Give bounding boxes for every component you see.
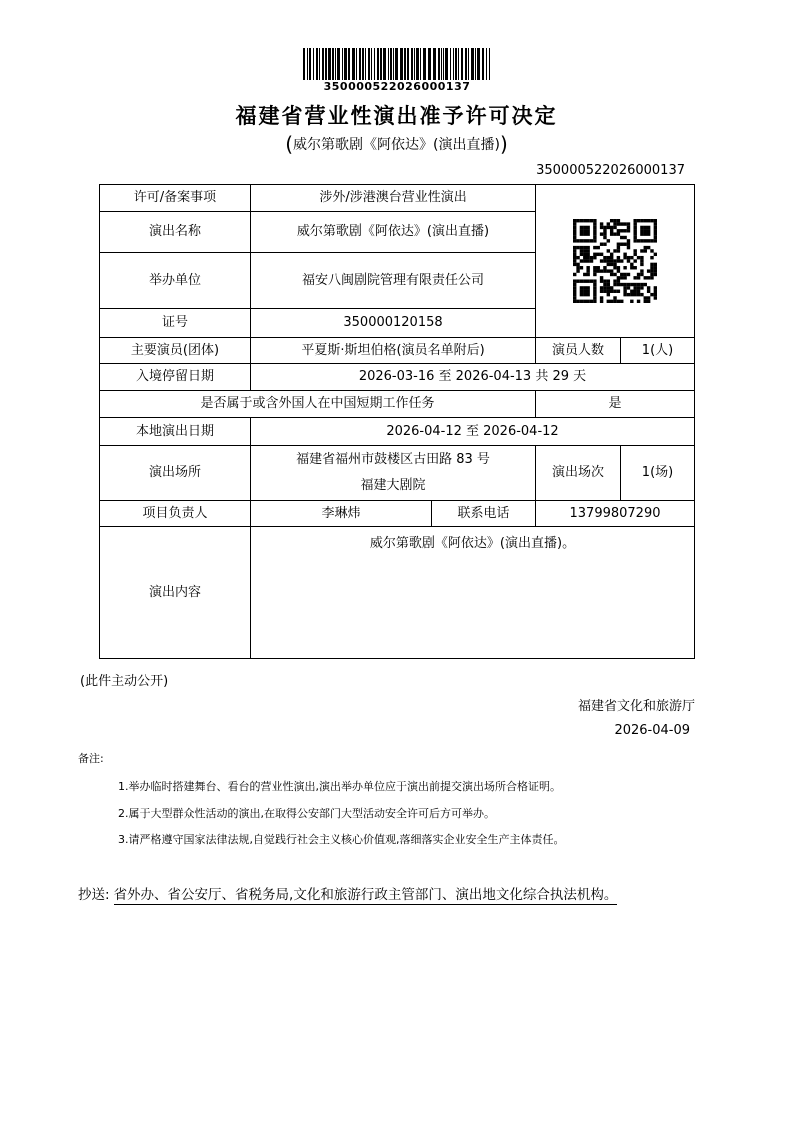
manager-value: 李琳炜 [251,501,432,527]
qr-code-image [573,219,657,303]
page-title: 福建省营业性演出准予许可决定 [235,104,558,128]
performer-count-label: 演员人数 [536,338,621,364]
cc-line [78,883,617,903]
main-performer-value: 平夏斯·斯坦伯格(演员名单附后) [251,338,536,364]
remark-note-3: 3.请严格遵守国家法律法规,自觉践行社会主义核心价值观,落细落实企业安全生产主体责任。 [118,833,565,846]
venue-line-1: 福建省福州市鼓楼区古田路 83 号 [296,452,490,467]
venue-line-2: 福建大剧院 [360,478,426,493]
venue-label: 演出场所 [100,446,251,501]
organizer-value: 福安八闽剧院管理有限责任公司 [251,253,536,309]
cert-no-value: 350000120158 [251,309,536,338]
remark-note-1: 1.举办临时搭建舞台、看台的营业性演出,演出举办单位应于演出前提交演出场所合格证明。 [118,780,561,793]
phone-label: 联系电话 [432,501,536,527]
page-subtitle: (威尔第歌剧《阿依达》(演出直播)) [285,132,508,156]
cert-no-label: 证号 [100,309,251,338]
local-dates-label: 本地演出日期 [100,418,251,446]
stay-period-value: 2026-03-16 至 2026-04-13 共 29 天 [251,364,695,391]
show-name-label: 演出名称 [100,212,251,253]
show-name-value: 威尔第歌剧《阿依达》(演出直播) [251,212,536,253]
qr-code-cell [536,185,695,338]
issuer-name: 福建省文化和旅游厅 [577,699,695,714]
disclosure-note: (此件主动公开) [80,674,169,689]
barcode-image [303,48,491,80]
license-type-label: 许可/备案事项 [100,185,251,212]
barcode-number: 350000522026000137 [323,80,471,93]
local-dates-value: 2026-04-12 至 2026-04-12 [251,418,695,446]
issue-date: 2026-04-09 [614,723,690,738]
cc-recipients: 省外办、省公安厅、省税务局,文化和旅游行政主管部门、演出地文化综合执法机构。 [113,887,618,903]
performer-count-value: 1(人) [621,338,695,364]
remark-note-2: 2.属于大型群众性活动的演出,在取得公安部门大型活动安全许可后方可举办。 [118,807,495,820]
main-performer-label: 主要演员(团体) [100,338,251,364]
sessions-label: 演出场次 [536,446,621,501]
foreign-work-label: 是否属于或含外国人在中国短期工作任务 [100,391,536,418]
stay-period-label: 入境停留日期 [100,364,251,391]
foreign-work-value: 是 [536,391,695,418]
content-label: 演出内容 [100,527,251,659]
sessions-value: 1(场) [621,446,695,501]
manager-label: 项目负责人 [100,501,251,527]
remark-label: 备注: [78,752,104,765]
phone-value: 13799807290 [536,501,695,527]
license-type-value: 涉外/涉港澳台营业性演出 [251,185,536,212]
content-value: 威尔第歌剧《阿依达》(演出直播)。 [251,527,695,659]
subtitle-text: 威尔第歌剧《阿依达》(演出直播) [293,137,500,153]
document-number: 350000522026000137 [536,163,685,178]
venue-value [251,446,536,501]
cc-label: 抄送: [78,887,110,903]
organizer-label: 举办单位 [100,253,251,309]
permit-table [99,184,695,659]
